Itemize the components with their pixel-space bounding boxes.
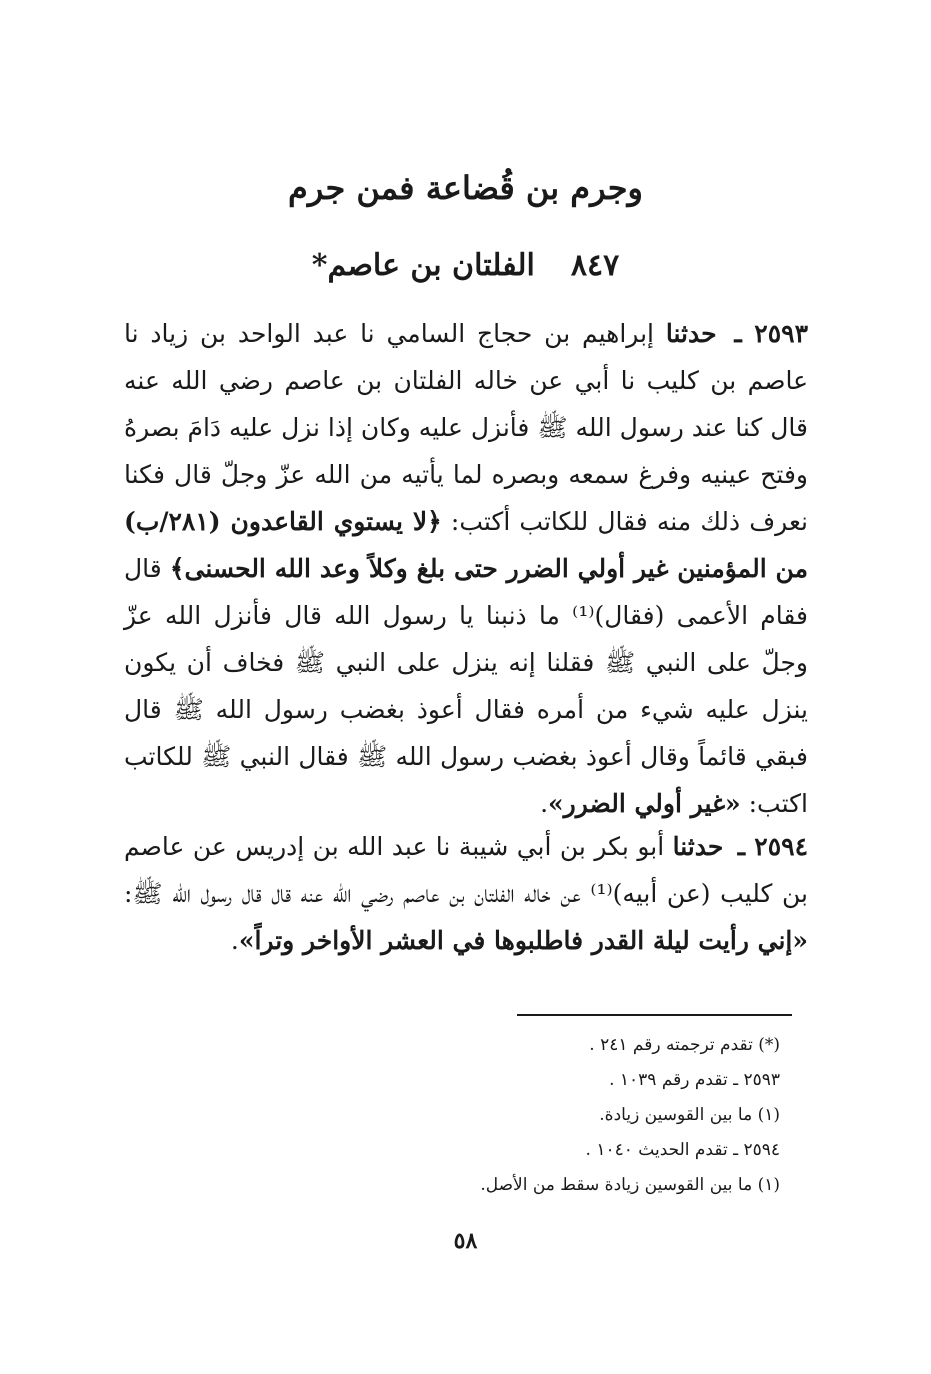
hadith-text: إبراهيم بن حجاج السامي نا عبد الواحد بن زياد نا عاصم بن كليب نا أبي عن خاله الفلتان بن عاصم رضي الله عنه قال كنا عند رسول الله ﷺ فأنزل عليه وكان إذا نزل عليه دَامَ بصرهُ وفتح عينيه وفرغ سمعه وبصره لما يأتيه من الله عزّ وجلّ قال فكنا نعرف ذلك منه فقال للكاتب أكتب: — [124, 319, 808, 536]
hadith-paragraph — [124, 310, 808, 827]
hadith-paragraph — [124, 823, 808, 964]
hadith-text: أبو بكر بن أبي شيبة نا عبد الله بن إدريس عن عاصم بن كليب (عن أبيه)⁽¹⁾ عن خاله الفلتان بن عاصم رضي الله عنه قال قال رسول الله ﷺ: — [124, 832, 808, 908]
footnote: ٢٥٩٤ ـ تقدم الحديث ١٠٤٠ . — [585, 1140, 780, 1160]
hadith-tail: . — [230, 926, 239, 955]
hadith-number: ٢٥٩٤ ـ — [737, 832, 808, 861]
footnote: (١) ما بين القوسين زيادة سقط من الأصل. — [480, 1175, 780, 1195]
hadith-lead-word: حدثنا — [665, 319, 717, 348]
page-number: ٥٨ — [453, 1228, 478, 1254]
prophetic-quote: «إني رأيت ليلة القدر فاطلبوها في العشر الأواخر وتراً» — [238, 926, 808, 955]
footnote: (*) تقدم ترجمته رقم ٢٤١ . — [589, 1035, 780, 1055]
hadith-text-continued: قال فقام الأعمى (فقال)⁽¹⁾ ما ذنبنا يا رسول الله قال فأنزل الله عزّ وجلّ على النبي ﷺ فقلنا إنه ينزل على النبي ﷺ فخاف أن يكون ينزل عليه شيء من أمره فقال أعوذ بغضب رسول الله ﷺ قال فبقي قائماً وقال أعوذ بغضب رسول الله ﷺ فقال النبي ﷺ للكاتب اكتب: — [124, 554, 808, 818]
hadith-tail: . — [540, 789, 549, 818]
quran-quote-end: «غير أولي الضرر» — [548, 789, 741, 818]
footnote: (١) ما بين القوسين زيادة. — [599, 1105, 780, 1125]
entry-number: ٨٤٧ — [570, 248, 620, 283]
entry-heading — [0, 236, 931, 296]
footnote-divider — [517, 1014, 792, 1016]
footnotes — [380, 1028, 780, 1203]
section-title: وجرم بن قُضاعة فمن جرم — [288, 169, 643, 207]
footnote: ٢٥٩٣ ـ تقدم رقم ١٠٣٩ . — [609, 1070, 780, 1090]
entry-name: الفلتان بن عاصم* — [311, 248, 535, 283]
hadith-number: ٢٥٩٣ ـ — [734, 319, 809, 348]
quran-quote: ﴿لا يستوي القاعدون (٢٨١/ب) من المؤمنين غير أولي الضرر حتى بلغ وكلاً وعد الله الحسنى﴾ — [124, 507, 808, 583]
hadith-lead-word: حدثنا — [672, 832, 724, 861]
